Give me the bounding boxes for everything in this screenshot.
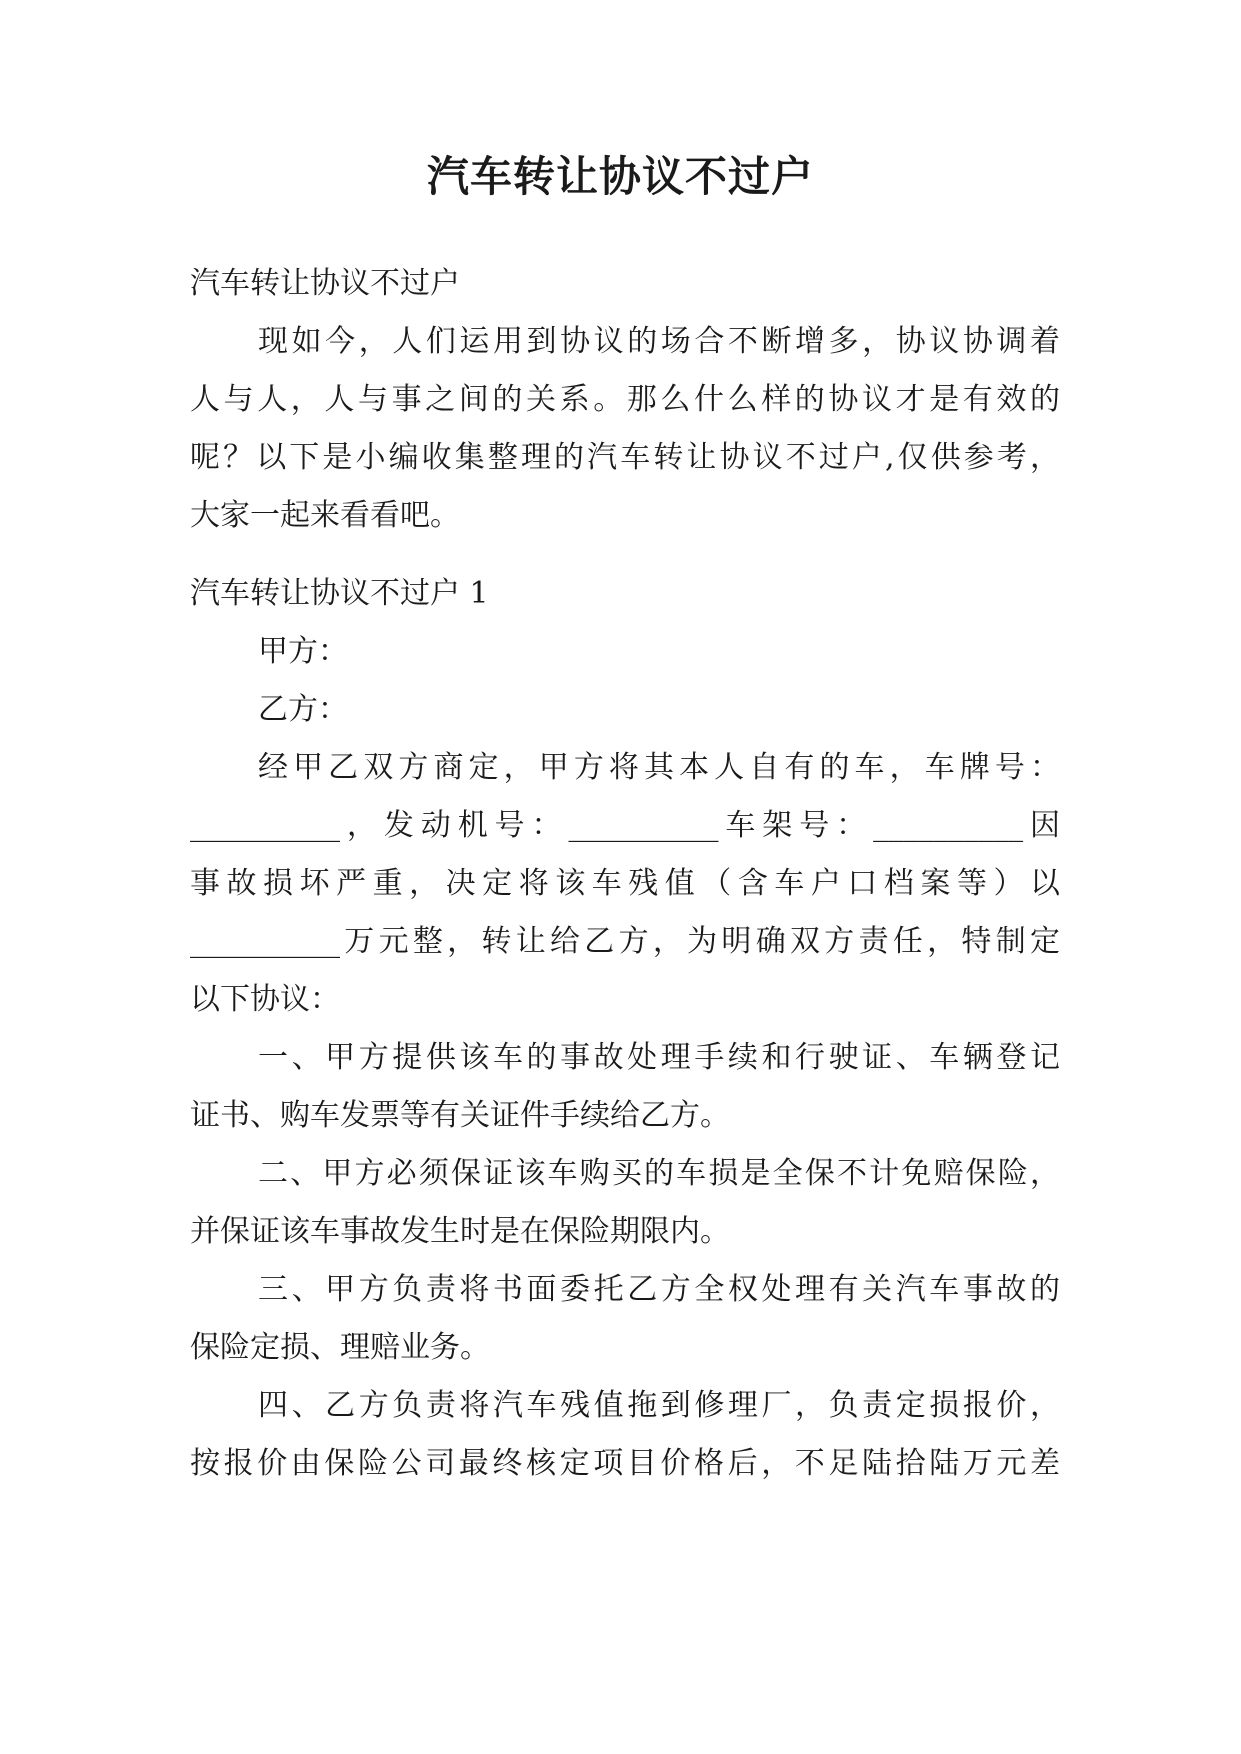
intro-line: 呢？以下是小编收集整理的汽车转让协议不过户,仅供参考， <box>190 440 1060 475</box>
subtitle: 汽车转让协议不过户 <box>190 266 460 301</box>
intro-line: 大家一起来看看吧。 <box>190 498 460 533</box>
agreement-line: 事故损坏严重，决定将该车残值（含车户口档案等）以 <box>190 866 1060 901</box>
intro-section <box>190 255 1060 545</box>
agreement-line: 以下协议： <box>190 982 340 1017</box>
section-heading: 汽车转让协议不过户 1 <box>190 576 489 611</box>
clause-1-line: 证书、购车发票等有关证件手续给乙方。 <box>190 1098 730 1133</box>
clause-2-line: 二、甲方必须保证该车购买的车损是全保不计免赔保险， <box>258 1156 1060 1191</box>
clause-3-line: 保险定损、理赔业务。 <box>190 1330 490 1365</box>
intro-line: 现如今，人们运用到协议的场合不断增多，协议协调着 <box>258 324 1060 359</box>
clause-2-line: 并保证该车事故发生时是在保险期限内。 <box>190 1214 730 1249</box>
party-b-label: 乙方： <box>258 692 348 727</box>
clause-1-line: 一、甲方提供该车的事故处理手续和行驶证、车辆登记 <box>258 1040 1060 1075</box>
agreement-line: __________，发动机号：__________车架号：__________因 <box>190 808 1060 843</box>
agreement-line: __________万元整，转让给乙方，为明确双方责任，特制定 <box>190 924 1060 959</box>
intro-line: 人与人，人与事之间的关系。那么什么样的协议才是有效的 <box>190 382 1060 417</box>
clause-4-line: 四、乙方负责将汽车残值拖到修理厂，负责定损报价， <box>258 1388 1060 1423</box>
document-title: 汽车转让协议不过户 <box>426 152 814 201</box>
party-a-label: 甲方： <box>258 634 348 669</box>
agreement-line: 经甲乙双方商定，甲方将其本人自有的车，车牌号： <box>258 750 1060 785</box>
clause-4-line: 按报价由保险公司最终核定项目价格后，不足陆拾陆万元差 <box>190 1446 1060 1481</box>
clause-3-line: 三、甲方负责将书面委托乙方全权处理有关汽车事故的 <box>258 1272 1060 1307</box>
agreement-section <box>190 565 1060 1493</box>
